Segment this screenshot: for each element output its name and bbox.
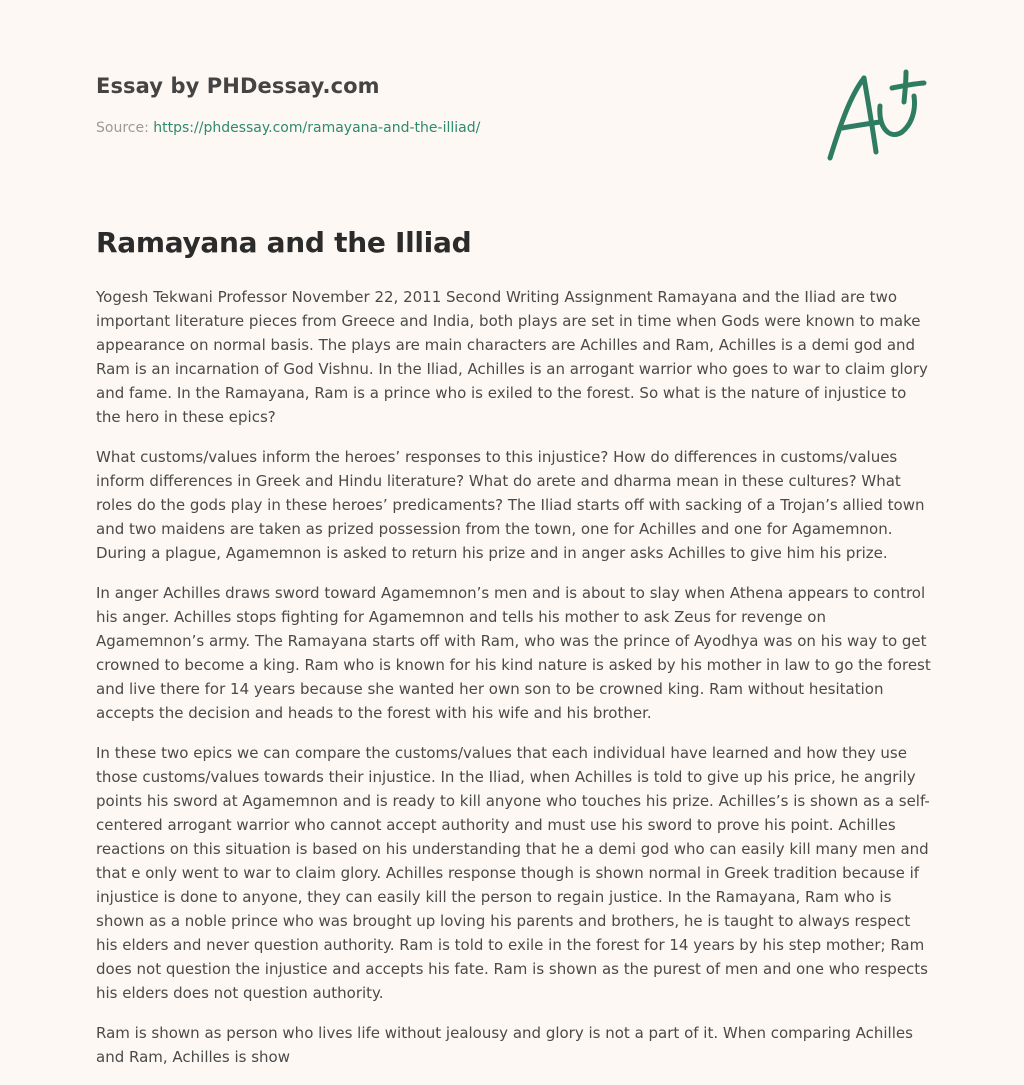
article-paragraph: Ram is shown as person who lives life without jealousy and glory is not a part of it. When comparing Achilles and Ram, Achilles is show <box>96 1024 913 1066</box>
a-plus-logo-icon <box>820 66 930 166</box>
article-paragraph: In anger Achilles draws sword toward Agamemnon’s men and is about to slay when Athena appears to control his anger. Achilles stops fighting for Agamemnon and tells his mother to ask Zeus for revenge on Agamemnon’s army. The Ramayana starts off with Ram, who was the prince of Ayodhya was on his way to get crowned to become a king. Ram who is known for his kind nature is asked by his mother in law to go the forest and live there for 14 years because she wanted her own son to be crowned king. Ram without hesitation accepts the decision and heads to the forest with his wife and his brother. <box>96 584 931 722</box>
logo-u-stroke <box>880 96 915 134</box>
source-link[interactable]: https://phdessay.com/ramayana-and-the-illiad/ <box>153 120 481 136</box>
page-header <box>96 74 796 136</box>
a-plus-logo-svg <box>820 66 930 166</box>
article-paragraph: Yogesh Tekwani Professor November 22, 2011 Second Writing Assignment Ramayana and the Iliad are two important literature pieces from Greece and India, both plays are set in time when Gods were known to make appearance on normal basis. The plays are main characters are Achilles and Ram, Achilles is a demi god and Ram is an incarnation of God Vishnu. In the Iliad, Achilles is an arrogant warrior who goes to war to claim glory and fame. In the Ramayana, Ram is a prince who is exiled to the forest. So what is the nature of injustice to the hero in these epics? <box>96 288 928 426</box>
logo-a-right-stroke <box>864 78 876 152</box>
article-body <box>96 285 932 1085</box>
article-title: Ramayana and the Illiad <box>96 226 472 259</box>
logo-plus-horizontal <box>892 83 924 88</box>
logo-a-left-stroke <box>830 78 864 158</box>
site-title: Essay by PHDessay.com <box>96 74 380 98</box>
article-paragraph: What customs/values inform the heroes’ responses to this injustice? How do differences in customs/values inform differences in Greek and Hindu literature? What do arete and dharma mean in these cultures? What roles do the gods play in these heroes’ predicaments? The Iliad starts off with sacking of a Trojan’s allied town and two maidens are taken as prized possession from the town, one for Achilles and one for Agamemnon. During a plague, Agamemnon is asked to return his prize and in anger asks Achilles to give him his prize. <box>96 448 925 562</box>
source-line <box>96 120 796 136</box>
source-label: Source: <box>96 120 149 136</box>
article-paragraph: In these two epics we can compare the customs/values that each individual have learned and how they use those customs/values towards their injustice. In the Iliad, when Achilles is told to give up his price, he angrily points his sword at Agamemnon and is ready to kill anyone who touches his prize. Achilles’s is shown as a self-centered arrogant warrior who cannot accept authority and must use his sword to prove his point. Achilles reactions on this situation is based on his understanding that he a demi god who can easily kill many men and that e only went to war to claim glory. Achilles response though is shown normal in Greek tradition because if injustice is done to anyone, they can easily kill the person to regain justice. In the Ramayana, Ram who is shown as a noble prince who was brought up loving his parents and brothers, he is taught to always respect his elders and never question authority. Ram is told to exile in the forest for 14 years by his step mother; Ram does not question the injustice and accepts his fate. Ram is shown as the purest of men and one who respects his elders does not question authority. <box>96 744 930 1002</box>
